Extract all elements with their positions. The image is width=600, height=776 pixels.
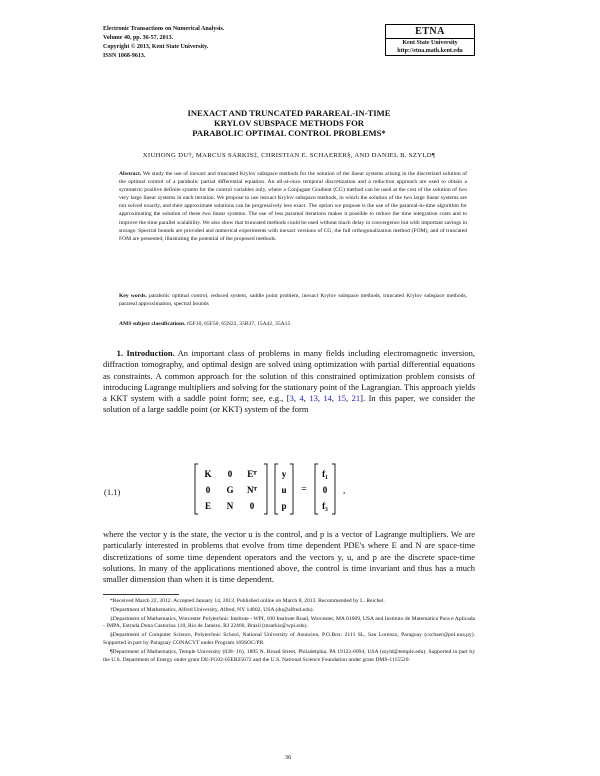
citation-link[interactable]: 14 (323, 393, 332, 404)
unknown-cell: p (281, 501, 287, 511)
matrix-cell: Eᵀ (247, 469, 257, 479)
keywords-label: Key words. (119, 293, 147, 299)
abstract-text: We study the use of inexact and truncated Krylov subspace methods for the solution of the linear systems arising in the discretized solution of the optimal control of a parabolic partial differential equation. An all-at-once temporal discretization and a reduction approach are used to obtain a symmetric positive definite system for the control variables only, where a Conjugate Gradient (CG) method can be used at the cost of the solution of two very large linear systems in each iteration. We propose to use inexact Krylov subspace methods, in which the solution of the two large linear systems are not solved exactly, and their approximate solutions can be progressively less exact. The option we propose is the use of the parareal-in-time algorithm for approximating the solution of these two linear systems. The use of less parareal iterations makes it possible to reduce the time integration costs and to improve the time parallel scalability. We also show that truncated methods could be used without much delay in convergence but with important savings in storage. Spectral bounds are provided and numerical experiments with inexact versions of CG, the full orthogonalization method (FOM), and of truncated FOM are presented, illustrating the potential of the proposed methods. (119, 171, 467, 242)
matrix-cell: 0 (205, 485, 211, 495)
title-line: INEXACT AND TRUNCATED PARAREAL-IN-TIME (187, 108, 391, 118)
keywords (119, 292, 467, 308)
citation-link[interactable]: 3 (289, 393, 294, 404)
journal-line: Electronic Transactions on Numerical Analysis. (103, 26, 225, 32)
body-paragraph: where the vector y is the state, the vector u is the control, and p is a vector of Lagrange multipliers. We are particularly interested in problems that evolve from time dependent PDE's where E and N are space-time discretizations of some time dependent operators and the vectors y, u, and p are the discrete space-time solutions. In many of the applications mentioned above, the control is time invariant and thus has a much smaller dimension than when it is time dependent. (103, 529, 475, 585)
bracket-right (332, 464, 335, 514)
etna-url[interactable]: http://etna.math.kent.edu (397, 48, 463, 54)
footnotes (103, 598, 475, 665)
rhs-cell: 0 (322, 485, 328, 495)
page-number: 36 (284, 754, 292, 761)
section-heading: 1. Introduction. (116, 348, 175, 358)
citation-link[interactable]: 15 (337, 393, 347, 404)
etna-box (385, 24, 475, 56)
unknown-cell: y (281, 469, 287, 479)
keywords-text: parabolic optimal control, reduced system, saddle point problem, inexact Krylov subspace methods, truncated Krylov subspace methods, parareal approximation, spectral bounds (119, 293, 467, 308)
intro-text-a: An important class of problems in many fields including electromagnetic inversion, diffraction tomography, and optimal design are solved using optimization with partial differential equations as constraints. A common approach for the solution of this constrained optimization problem consists of introducing Lagrange multipliers and solving for the stationary point of the Lagrangian. This approach yields a KKT system with a saddle point form; see, e.g., [ (103, 348, 475, 404)
title-line: PARABOLIC OPTIMAL CONTROL PROBLEMS* (192, 128, 386, 138)
equation-comma: , (343, 485, 346, 495)
equation-number: (1.1) (104, 487, 121, 497)
matrix-cell: K (204, 469, 212, 479)
rhs-cell: f₁ (322, 469, 328, 479)
matrix-cell: 0 (249, 501, 255, 511)
ams-label: AMS subject classifications. (119, 321, 186, 327)
journal-line: ISSN 1068-9613. (103, 53, 146, 59)
matrix-cell: G (226, 485, 234, 495)
equation-matrix (194, 460, 374, 518)
bracket-left (195, 464, 198, 514)
equals-sign: = (301, 484, 307, 495)
introduction: 1. Introduction. An important class of problems in many fields including electromagnetic inversion, diffraction tomography, and optimal design are solved using optimization with partial differential equations as constraints. A common approach for the solution of this constrained optimization problem consists of introducing Lagrange multipliers and solving for the stationary point of the Lagrangian. This approach yields a KKT system with a saddle point form; see, e.g., [3, 4, 13, 14, 15, 21]. In this paper, we consider the solution of a large saddle point (or KKT) system of the form (103, 348, 476, 415)
authors: XIUHONG DU†, MARCUS SARKIS‡, CHRISTIAN E. SCHAERER§, AND DANIEL B. SZYLD¶ (142, 152, 436, 159)
title-line: KRYLOV SUBSPACE METHODS FOR (213, 118, 365, 128)
citation-link[interactable]: 21 (351, 393, 361, 404)
paper-title (103, 108, 475, 138)
ams-classifications (119, 320, 467, 328)
matrix-cell: E (204, 501, 212, 511)
journal-line: Copyright © 2013, Kent State University. (103, 44, 209, 50)
bracket-right (264, 464, 267, 514)
bracket-right (290, 464, 293, 514)
intro-text-b: ]. In this paper, we consider the solution of a large saddle point (or KKT) system of the form (103, 393, 476, 415)
footnote: †Department of Mathematics, Alfred University, Alfred, NY 14802, USA (du@alfred.edu). (110, 606, 314, 613)
bracket-left (315, 464, 318, 514)
footnote: ‡Department of Mathematics, Worcester Polytechnic Institute - WPI, 100 Institute Road, Worcester, MA 01609, USA and Instituto de Matemática Pura e Aplicada - IMPA, Estrada Dona Castorina 110, Rio de Janeiro, RJ 22460, Brazil (msarkis@wpi.edu). (103, 615, 475, 630)
matrix-cell: Nᵀ (247, 485, 257, 495)
footnote: §Department of Computer Science, Polytechnic School, National University of Asuncion, P.O.Box: 2111 SL, San Lorenzo, Paraguay (cschaer@pol.una.py). Supported in part by Paraguay CONACYT under Program 169SOC/PR. (103, 632, 475, 646)
etna-university: Kent State University (402, 40, 458, 46)
citation-link[interactable]: 13 (309, 393, 318, 404)
abstract (119, 170, 467, 243)
unknown-cell: u (281, 485, 287, 495)
matrix-cell: 0 (227, 469, 233, 479)
footnote-rule (103, 594, 179, 595)
footnote: *Received March 22, 2012. Accepted January 14, 2013. Published online on March 8, 2013. Recommended by L. Reichel. (110, 598, 385, 604)
abstract-label: Abstract. (119, 171, 142, 177)
etna-title: ETNA (386, 25, 474, 39)
footnote: ¶Department of Mathematics, Temple University (038- 16), 1805 N. Broad Street, Philadelphia, PA 19122-6094, USA (szyld@temple.edu). Supported in part by the U.S. Department of Energy under grant DE-FG02-05ER25672 and the U.S. National Science Foundation under grant DMS-1115520. (103, 648, 475, 663)
rhs-cell: f₃ (322, 501, 328, 511)
ams-text: 65F10, 65F50, 65N22, 35B37, 15A42, 35A15 (187, 321, 291, 327)
bracket-left (275, 464, 278, 514)
citation-link[interactable]: 4 (299, 393, 304, 404)
journal-line: Volume 40, pp. 36-57, 2013. (103, 35, 174, 41)
journal-header (103, 25, 224, 61)
matrix-cell: N (226, 501, 234, 511)
